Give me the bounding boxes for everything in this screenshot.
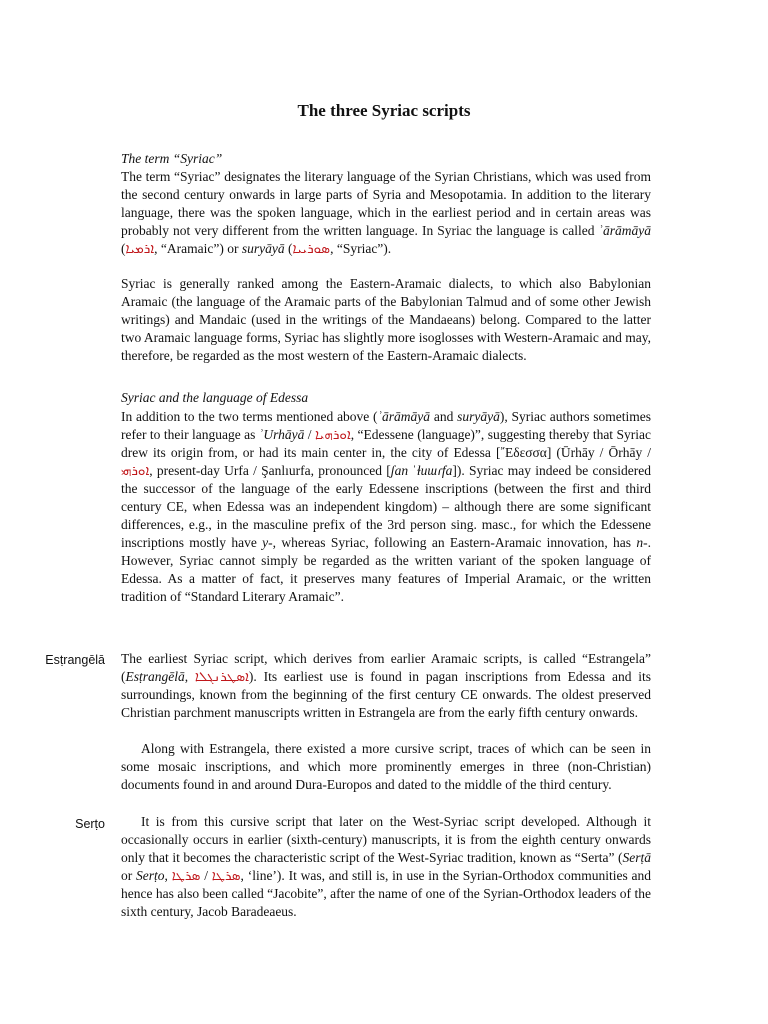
- syriac-word-aramaya: ܐܪܡܝܐ: [125, 241, 155, 256]
- margin-label-estrangela: Esṭrangēlā: [45, 653, 105, 667]
- paragraph-eastern-aramaic: Syriac is generally ranked among the Eastern-Aramaic dialects, to which also Babylonian Aramaic (the language of the Aramaic parts of the Babylonian Talmud and of some other Jewish writings) and Mandaic (used in the writings of the Mandaeans) belong. Compared to the latter two Aramaic language forms, Syriac has slightly more isoglosses with Western-Aramaic and may, therefore, be regarded as the most western of the Eastern-Aramaic dialects.: [121, 276, 651, 363]
- paragraph-estrangela: [121, 650, 651, 722]
- text-run: ), Syriac authors sometimes refer to their language as: [121, 409, 651, 442]
- term-estrangela: Esṭrangēlā: [125, 669, 185, 684]
- syriac-word-serta-serto: ܣܪܛܐ: [211, 868, 241, 883]
- text-run: , “Aramaic”) or: [154, 241, 242, 256]
- term-suryaya: suryāyā: [241, 241, 285, 256]
- text-run: and: [430, 409, 458, 424]
- syriac-word-urhay: ܐܘܪܗܝ: [121, 463, 150, 478]
- term-urhaya: ʾUrhāyā: [258, 427, 305, 442]
- text-run: /: [200, 868, 212, 883]
- text-run: or: [121, 868, 137, 883]
- prefix-y: y: [262, 535, 269, 550]
- syriac-word-serta-estrangela: ܣܪܛܐ: [171, 868, 201, 883]
- term-serta: Serṭā: [622, 850, 651, 865]
- paragraph-serto: [121, 813, 651, 921]
- text-run: /: [304, 427, 315, 442]
- text-run: , “Syriac”).: [330, 241, 392, 256]
- text-run: ]). Syriac may indeed be considered the successor of the language of the early Edessene inscriptions (between the first and third century CE, when Edessa was an independent kingdom) – although there are some significant differences, e.g., in the masculine prefix of the 3rd person sing. masc., for which the Edessene inscriptions mostly have: [121, 463, 651, 550]
- syriac-word-urhaya: ܐܘܪܗܝܐ: [314, 427, 351, 442]
- section-heading-edessa: Syriac and the language of Edessa: [121, 390, 309, 405]
- section-heading-term-syriac: The term “Syriac”: [121, 151, 223, 166]
- ipa-pronunciation: ʃan ˈɫuɯɾfa: [390, 463, 453, 478]
- text-run: ,: [164, 868, 172, 883]
- text-run: The earliest Syriac script, which derives from earlier Aramaic scripts, is called “Estrangela” (: [121, 651, 651, 684]
- paragraph-edessa: [121, 408, 651, 606]
- term-suryaya: suryāyā: [457, 409, 500, 424]
- text-run: -, whereas Syriac, following an Eastern-Aramaic innovation, has: [268, 535, 637, 550]
- text-run: (: [284, 241, 293, 256]
- paragraph-cursive-script: Along with Estrangela, there existed a more cursive script, traces of which can be seen in some mosaic inscriptions, and which more prominently emerges in three (non-Christian) documents found in and around Dura-Europos and dated to the middle of the third century.: [121, 741, 651, 792]
- margin-label-serto: Serṭo: [75, 817, 105, 831]
- paragraph-term-syriac: [121, 168, 651, 258]
- syriac-word-estrangela: ܐܣܛܪܢܓܠܐ: [194, 669, 249, 684]
- term-aramaya: ʾārāmāyā: [377, 409, 431, 424]
- text-run: -. However, Syriac cannot simply be regarded as the written variant of the spoken language of Edessa. As a matter of fact, it preserves many features of Imperial Aramaic, or the written tradition of “Standard Literary Aramaic”.: [121, 535, 651, 604]
- text-run: ,: [184, 669, 195, 684]
- page-title: The three Syriac scripts: [297, 101, 471, 120]
- text-run: (: [121, 241, 126, 256]
- text-run: , ‘line’). It was, and still is, in use in the Syrian-Orthodox communities and hence has also been called “Jacobite”, after the name of one of the Syrian-Orthodox leaders of the sixth century, Jacob Baradeaeus.: [121, 868, 652, 919]
- text-run: , “Edessene (language)”, suggesting thereby that Syriac drew its origin from, or had its main center in, the city of Edessa [῎Εδεσσα] (Ūrhāy / Ōrhāy /: [121, 427, 651, 460]
- term-aramaya: ʾārāmāyā: [598, 223, 651, 238]
- text-run: It is from this cursive script that later on the West-Syriac script developed. Although it occasionally occurs in earlier (sixth-century) manuscripts, it is from the eighth century onwards only that it becomes the characteristic script of the West-Syriac tradition, known as “Serta” (: [121, 814, 651, 865]
- text-run: The term “Syriac” designates the literary language of the Syrian Christians, which was used from the second century onwards in large parts of Syria and Mesopotamia. In addition to the literary language, there was the spoken language, which in the earliest period and in certain areas was probably not very different from the written language. In Syriac the language is called: [121, 169, 651, 238]
- text-run: In addition to the two terms mentioned above (: [121, 409, 378, 424]
- syriac-word-suryaya: ܣܘܪܝܝܐ: [292, 241, 331, 256]
- term-serto: Serṭo: [136, 868, 165, 883]
- prefix-n: n: [636, 535, 644, 550]
- text-run: , present-day Urfa / Şanlıurfa, pronounced [: [149, 463, 391, 478]
- text-run: ). Its earliest use is found in pagan inscriptions from Edessa and its surroundings, known from the beginning of the first century CE onwards. The oldest preserved Christian parchment manuscripts written in Estrangela are from the early fifth century onwards.: [121, 669, 651, 720]
